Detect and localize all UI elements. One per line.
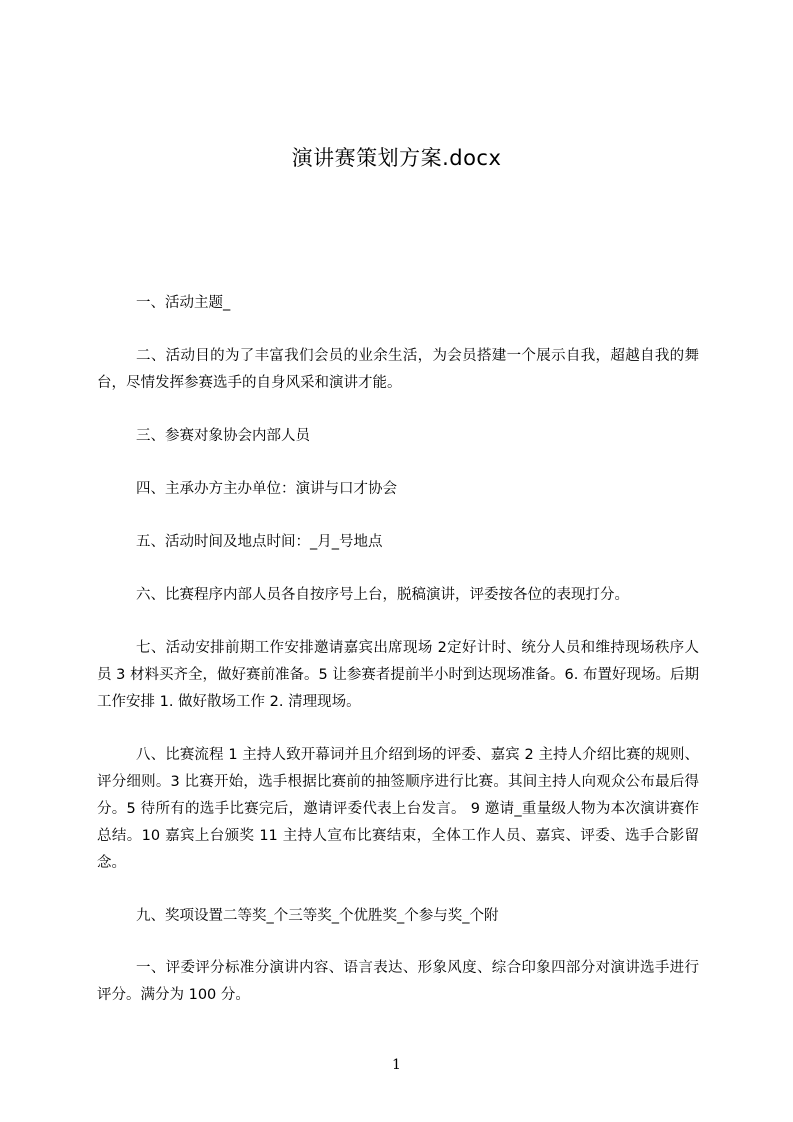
paragraph-arrangement: 七、活动安排前期工作安排邀请嘉宾出席现场 2定好计时、统分人员和维持现场秩序人员 3 材料买齐全，做好赛前准备。5 让参赛者提前半小时到达现场准备。6. 布置好现场。后期工作安排 1. 做好散场工作 2. 清理现场。 [97,640,699,710]
paragraph-purpose: 二、活动目的为了丰富我们会员的业余生活，为会员搭建一个展示自我，超越自我的舞台，尽情发挥参赛选手的自身风采和演讲才能。 [97,348,699,391]
paragraph-scoring: 一、评委评分标准分演讲内容、语言表达、形象风度、综合印象四部分对演讲选手进行评分。满分为 100 分。 [97,960,699,1003]
paragraph-time-place: 五、活动时间及地点时间：_月_号地点 [136,534,383,550]
document-body [97,290,699,1035]
paragraph-procedure: 六、比赛程序内部人员各自按序号上台，脱稿演讲，评委按各位的表现打分。 [136,587,629,603]
document-title: 演讲赛策划方案.docx [291,146,502,170]
paragraph-theme: 一、活动主题_ [136,295,231,311]
page-number: 1 [392,1057,401,1073]
paragraph-participants: 三、参赛对象协会内部人员 [136,428,310,444]
paragraph-awards: 九、奖项设置二等奖_个三等奖_个优胜奖_个参与奖_个附 [136,908,499,924]
paragraph-organizer: 四、主承办方主办单位：演讲与口才协会 [136,481,397,497]
paragraph-flow: 八、比赛流程 1 主持人致开幕词并且介绍到场的评委、嘉宾 2 主持人介绍比赛的规则、评分细则。3 比赛开始，选手根据比赛前的抽签顺序进行比赛。其间主持人向观众公布最后得分。5 待所有的选手比赛完后，邀请评委代表上台发言。 9 邀请_重量级人物为本次演讲赛作总结。10 嘉宾上台颁奖 11 主持人宣布比赛结束，全体工作人员、嘉宾、评委、选手合影留念。 [97,747,699,871]
